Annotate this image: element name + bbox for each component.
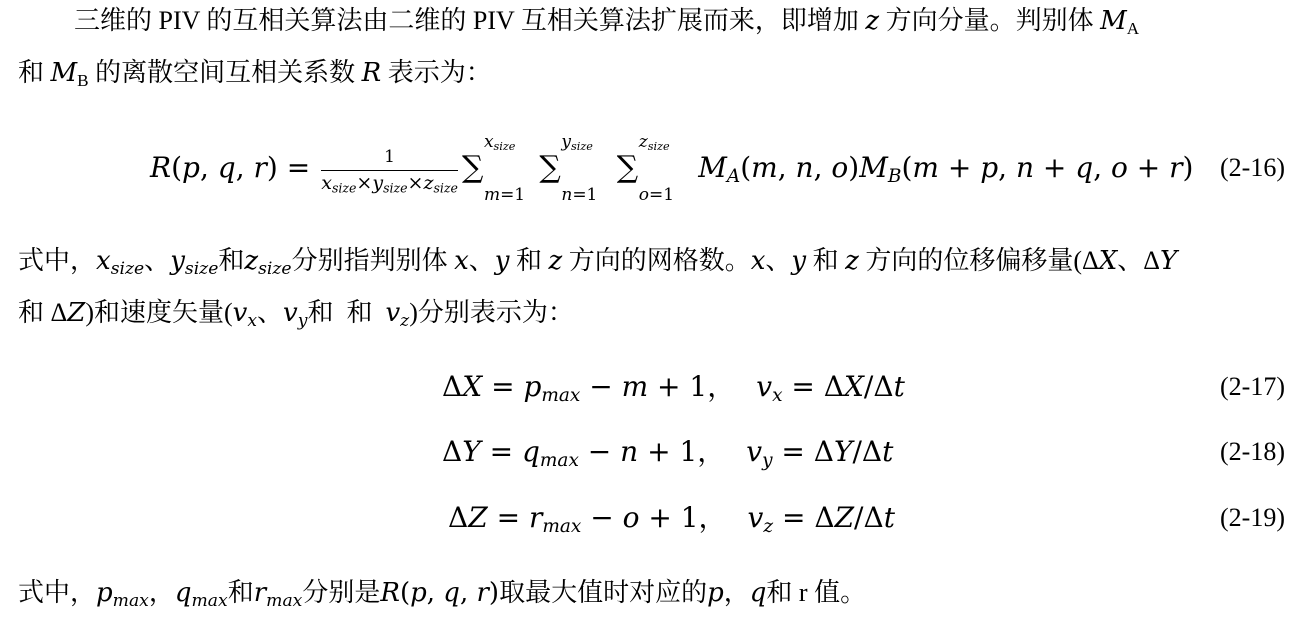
fraction-numerator: 1 [321,149,458,171]
equation-2-18 [0,422,1309,482]
sum-1: ∑ $x_{size}$ m=1 [461,132,526,205]
equation-number: (2-19) [1220,503,1285,532]
equation-number: (2-16) [1220,153,1285,182]
equation-2-16-fraction [321,146,458,196]
para1-line2: 和 $M_B$ 的离散空间互相关系数 R 表示为： [18,58,492,90]
equation-number: (2-18) [1220,437,1285,466]
para3-line1: 式中，$p_{max}$，$q_{max}$和$r_{max}$分别是R(p, q, r)取最大值时对应的p，q和 r 值。 [18,578,867,611]
equation-2-16 [0,132,1309,205]
para2-line2: 和 ΔZ)和速度矢量($v_x$、$v_y$和 和 $v_z$)分别表示为： [18,298,574,331]
para1-line1: 三维的 PIV 的互相关算法由二维的 PIV 互相关算法扩展而来，即增加 z 方向分量。判别体 $M_A$ [74,6,1140,38]
sum-2: ∑ $y_{size}$ n=1 [539,132,598,205]
equation-2-19 [0,488,1309,548]
sum-3: ∑ $z_{size}$ o=1 [616,132,675,205]
equation-2-16-body: R(p, q, r) = $\frac{1}{x_{size}\times y_{size}\times z_{size}}$ ∑ $x_{size}$ m=1 ∑ $y_{size}$ n=1 ∑ $z_{size}$ o=1 $M_A(m$, n, $o)M_B(m + p$, n + q, o + r) [150,132,1194,205]
para1-line1-sub: A [1126,18,1140,38]
fraction-denominator: $x_{size}\times y_{size}\times z_{size}$ [321,171,458,196]
equation-2-19-body: $\Delta Z = r_{max} - o + 1$， $v_z = \Delta Z/\Delta t$ [448,501,895,538]
equation-2-17 [0,357,1309,417]
equation-2-18-body: $\Delta Y = q_{max} - n + 1$， $v_y = \Delta Y/\Delta t$ [442,435,894,472]
para1-line2-sub: B [77,70,89,90]
para2-line1: 式中，$x_{size}$、$y_{size}$和$z_{size}$分别指判别体 x、y 和 z 方向的网格数。x、y 和 z 方向的位移偏移量(ΔX、ΔY [18,246,1178,279]
equation-2-17-body: $\Delta X = p_{max} - m + 1$， $v_x = \Delta X/\Delta t$ [442,370,905,407]
equation-number: (2-17) [1220,372,1285,401]
